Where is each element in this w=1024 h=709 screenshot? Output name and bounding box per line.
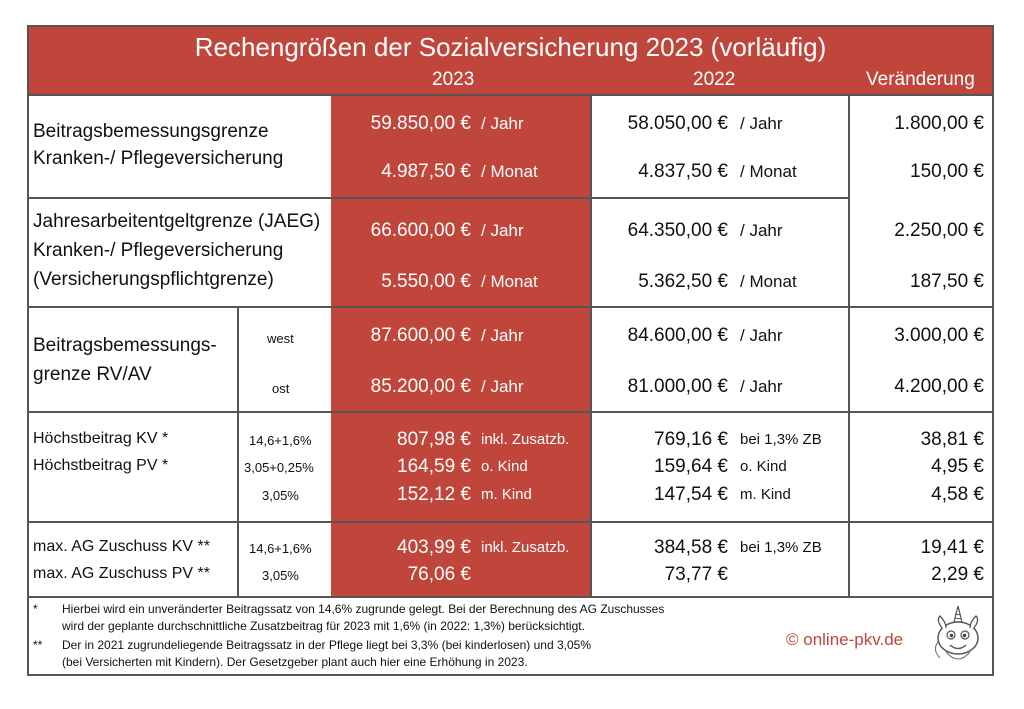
row-label: Kranken-/ Pflegeversicherung xyxy=(33,148,284,169)
value-2022: 769,16 € xyxy=(654,429,728,450)
change-value: 2.250,00 € xyxy=(894,220,984,241)
page-title: Rechengrößen der Sozialversicherung 2023 (vorläufig) xyxy=(194,32,827,62)
change-value: 4,58 € xyxy=(931,484,984,505)
unit-2023: inkl. Zusatzb. xyxy=(481,539,570,556)
column-header-2023: 2023 xyxy=(432,69,475,90)
change-value: 1.800,00 € xyxy=(894,113,984,134)
unit-2023: / Jahr xyxy=(481,114,524,133)
footnote-text: Der in 2021 zugrundeliegende Beitragssatz in der Pflege liegt bei 3,3% (bei kinderlosen) und 3,05% xyxy=(62,638,592,652)
rate-label: 3,05% xyxy=(262,488,299,503)
unit-2022: o. Kind xyxy=(740,458,787,475)
row-label: grenze RV/AV xyxy=(33,364,152,385)
unicorn-icon xyxy=(928,602,988,672)
change-value: 4,95 € xyxy=(931,456,984,477)
value-2023: 59.850,00 € xyxy=(370,113,471,134)
value-2022: 81.000,00 € xyxy=(627,376,728,397)
unit-2023: inkl. Zusatzb. xyxy=(481,431,570,448)
value-2022: 384,58 € xyxy=(654,537,728,558)
value-2023: 152,12 € xyxy=(397,484,471,505)
unit-2023: m. Kind xyxy=(481,486,532,503)
row-label: Kranken-/ Pflegeversicherung xyxy=(33,240,284,261)
rate-label: 3,05+0,25% xyxy=(244,460,314,475)
unit-2022: / Monat xyxy=(740,162,797,181)
region-label: ost xyxy=(272,381,290,396)
value-2022: 159,64 € xyxy=(654,456,728,477)
value-2023: 403,99 € xyxy=(397,537,471,558)
value-2023: 4.987,50 € xyxy=(381,161,471,182)
unit-2022: bei 1,3% ZB xyxy=(740,539,822,556)
footnote-text: (bei Versicherten mit Kindern). Der Gesetzgeber plant auch hier eine Erhöhung in 2023. xyxy=(62,655,528,669)
change-value: 150,00 € xyxy=(910,161,984,182)
copyright-link[interactable]: © online-pkv.de xyxy=(786,630,904,649)
value-2023: 76,06 € xyxy=(407,564,471,585)
unit-2023: / Jahr xyxy=(481,377,524,396)
row-label: Höchstbeitrag PV * xyxy=(33,457,169,474)
value-2023: 87.600,00 € xyxy=(370,325,471,346)
change-value: 187,50 € xyxy=(910,271,984,292)
region-label: west xyxy=(267,331,294,346)
value-2023: 66.600,00 € xyxy=(370,220,471,241)
column-header-change: Veränderung xyxy=(866,69,975,90)
value-2023: 5.550,00 € xyxy=(381,271,471,292)
rate-label: 3,05% xyxy=(262,568,299,583)
unit-2022: bei 1,3% ZB xyxy=(740,431,822,448)
value-2023: 85.200,00 € xyxy=(370,376,471,397)
row-label: Höchstbeitrag KV * xyxy=(33,430,169,447)
unit-2023: / Jahr xyxy=(481,326,524,345)
value-2022: 64.350,00 € xyxy=(627,220,728,241)
change-value: 3.000,00 € xyxy=(894,325,984,346)
unit-2022: m. Kind xyxy=(740,486,791,503)
unit-2023: / Jahr xyxy=(481,221,524,240)
unit-2022: / Jahr xyxy=(740,377,783,396)
value-2022: 84.600,00 € xyxy=(627,325,728,346)
value-2022: 73,77 € xyxy=(664,564,728,585)
row-label: (Versicherungspflichtgrenze) xyxy=(33,269,274,290)
unit-2022: / Monat xyxy=(740,272,797,291)
value-2023: 164,59 € xyxy=(397,456,471,477)
row-label: Beitragsbemessungs- xyxy=(33,335,217,356)
footnote-text: Hierbei wird ein unveränderter Beitragssatz von 14,6% zugrunde gelegt. Bei der Berechnung des AG Zuschusses xyxy=(62,602,665,616)
value-2022: 147,54 € xyxy=(654,484,728,505)
change-value: 4.200,00 € xyxy=(894,376,984,397)
unit-2022: / Jahr xyxy=(740,326,783,345)
rate-label: 14,6+1,6% xyxy=(249,541,312,556)
row-label: max. AG Zuschuss PV ** xyxy=(33,565,210,582)
row-label: max. AG Zuschuss KV ** xyxy=(33,538,210,555)
unit-2022: / Jahr xyxy=(740,221,783,240)
unit-2022: / Jahr xyxy=(740,114,783,133)
value-2022: 58.050,00 € xyxy=(627,113,728,134)
change-value: 19,41 € xyxy=(920,537,984,558)
column-header-2022: 2022 xyxy=(693,69,736,90)
rate-label: 14,6+1,6% xyxy=(249,433,312,448)
row-label: Jahresarbeitentgeltgrenze (JAEG) xyxy=(33,211,321,232)
unit-2023: / Monat xyxy=(481,162,538,181)
value-2022: 5.362,50 € xyxy=(638,271,728,292)
footnote-marker: * xyxy=(33,602,38,616)
value-2022: 4.837,50 € xyxy=(638,161,728,182)
footnote-marker: ** xyxy=(33,638,43,652)
unit-2023: / Monat xyxy=(481,272,538,291)
change-value: 2,29 € xyxy=(931,564,984,585)
change-value: 38,81 € xyxy=(920,429,984,450)
footnote-text: wird der geplante durchschnittliche Zusatzbeitrag für 2023 mit 1,6% (in 2022: 1,3%) berücksichtigt. xyxy=(62,619,585,633)
row-label: Beitragsbemessungsgrenze xyxy=(33,121,269,142)
unit-2023: o. Kind xyxy=(481,458,528,475)
value-2023: 807,98 € xyxy=(397,429,471,450)
